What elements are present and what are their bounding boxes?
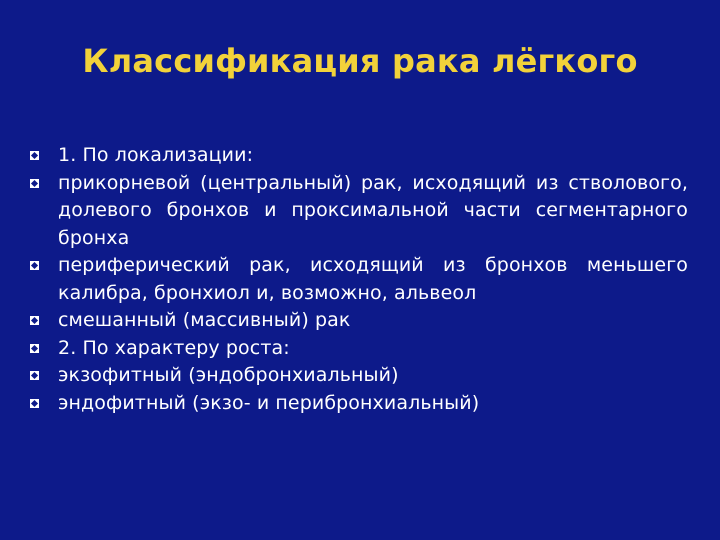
bullet-text: прикорневой (центральный) рак, исходящий из стволового, долевого бронхов и проксимальной части сегментарного бронха: [58, 171, 688, 249]
bullet-text: эндофитный (экзо- и перибронхиальный): [58, 391, 480, 414]
bullet-item-localization-heading: [28, 142, 688, 170]
bullet-item-growth-heading: [28, 335, 688, 363]
square-bullet-icon: [30, 399, 39, 408]
square-bullet-icon: [30, 261, 39, 270]
bullet-text: 2. По характеру роста:: [58, 336, 290, 359]
bullet-text: 1. По локализации:: [58, 144, 254, 166]
square-bullet-icon: [30, 371, 39, 380]
bullet-text: смешанный (массивный) рак: [58, 309, 351, 331]
bullet-item-mixed-cancer: [28, 307, 688, 335]
bullet-item-central-cancer: [28, 170, 688, 253]
bullet-list: [28, 142, 688, 417]
slide-title: Классификация рака лёгкого: [82, 42, 638, 80]
bullet-text: экзофитный (эндобронхиальный): [58, 364, 399, 386]
square-bullet-icon: [30, 344, 39, 353]
square-bullet-icon: [30, 316, 39, 325]
bullet-item-endophytic: [28, 390, 688, 418]
square-bullet-icon: [30, 151, 39, 160]
bullet-item-peripheral-cancer: [28, 252, 688, 307]
square-bullet-icon: [30, 179, 39, 188]
bullet-item-exophytic: [28, 362, 688, 390]
bullet-text: периферический рак, исходящий из бронхов меньшего калибра, бронхиол и, возможно, альвеол: [58, 254, 688, 304]
